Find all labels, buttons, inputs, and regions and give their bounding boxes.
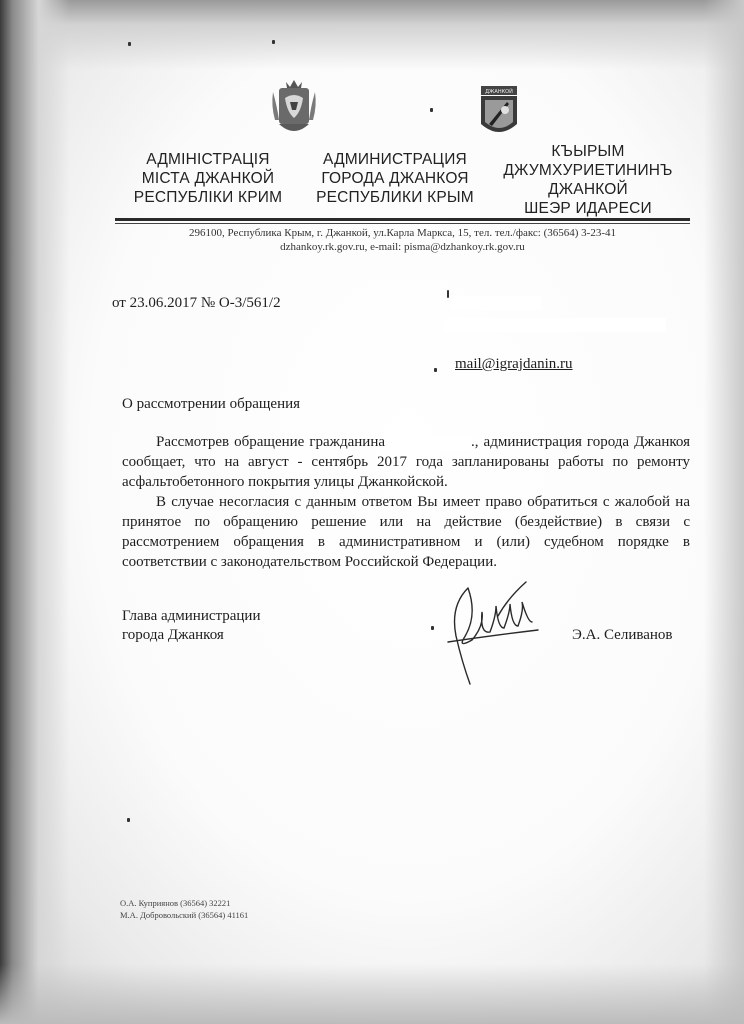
scan-speck: [127, 818, 130, 822]
handwritten-signature: [438, 576, 548, 692]
org-name-crimean-tatar: КЪЫРЫМ ДЖУМХУРИЕТИНИНЪ ДЖАНКОЙ ШЕЭР ИДАРЕСИ: [503, 143, 673, 217]
redacted-citizen-name: [385, 436, 471, 450]
recipient-email: mail@igrajdanin.ru: [455, 356, 573, 372]
org-name-russian: АДМИНИСТРАЦИЯ ГОРОДА ДЖАНКОЯ РЕСПУБЛИКИ КРЫМ: [316, 151, 474, 206]
scan-speck: [434, 368, 437, 372]
scan-shadow-left: [0, 0, 70, 1024]
crimea-coat-of-arms-icon: [271, 76, 317, 138]
address-line: 296100, Республика Крым, г. Джанкой, ул.Карла Маркса, 15, тел. тел./факс: (36564) 3-23-41: [188, 227, 617, 239]
redacted-recipient-line-2: [444, 318, 666, 332]
paragraph-main: Рассмотрев обращение гражданина ., администрация города Джанкоя сообщает, что на август - сентябрь 2017 года запланированы работы по ремонту асфальтобетонного покрытия улицы Джанкойской.: [122, 434, 690, 490]
letter-subject: О рассмотрении обращения: [122, 396, 301, 412]
paragraph-appeal-rights: В случае несогласия с данным ответом Вы имеет право обратиться с жалобой на принятое по обращению решение или на действие (бездействие) в связи с рассмотрением обращения в административном и (или) судебном порядке в соответствии с законодательством Российской Федерации.: [122, 494, 690, 570]
emblem-lettering: ДЖАНКОЙ: [485, 89, 513, 95]
letter-reference: от 23.06.2017 № О-3/561/2: [112, 295, 281, 311]
footer-contact-2: М.А. Добровольский (36564) 41161: [120, 910, 249, 920]
scan-speck: [431, 626, 434, 630]
header-divider-thin: [115, 223, 690, 224]
scan-shadow-top: [0, 0, 744, 70]
contacts-line: dzhankoy.rk.gov.ru, e-mail: pisma@dzhankoy.rk.gov.ru: [280, 241, 525, 253]
tick-mark: [447, 290, 449, 298]
scan-shadow-right: [704, 0, 744, 1024]
signer-title-line2: города Джанкоя: [122, 627, 224, 643]
signer-title-line1: Глава администрации: [122, 608, 261, 624]
footer-contact-1: О.А. Куприянов (36564) 32221: [120, 898, 231, 908]
org-name-ukrainian: АДМІНІСТРАЦІЯ МІСТА ДЖАНКОЙ РЕСПУБЛІКИ КРИМ: [133, 151, 283, 206]
scan-speck: [430, 108, 433, 112]
redacted-recipient-line-1: [450, 296, 542, 310]
dzhankoy-city-emblem-icon: [479, 84, 519, 140]
signer-name: Э.А. Селиванов: [572, 627, 673, 643]
scan-speck: [128, 42, 131, 46]
scan-speck: [272, 40, 275, 44]
header-divider-thick: [115, 218, 690, 221]
scan-shadow-bottom: [0, 964, 744, 1024]
